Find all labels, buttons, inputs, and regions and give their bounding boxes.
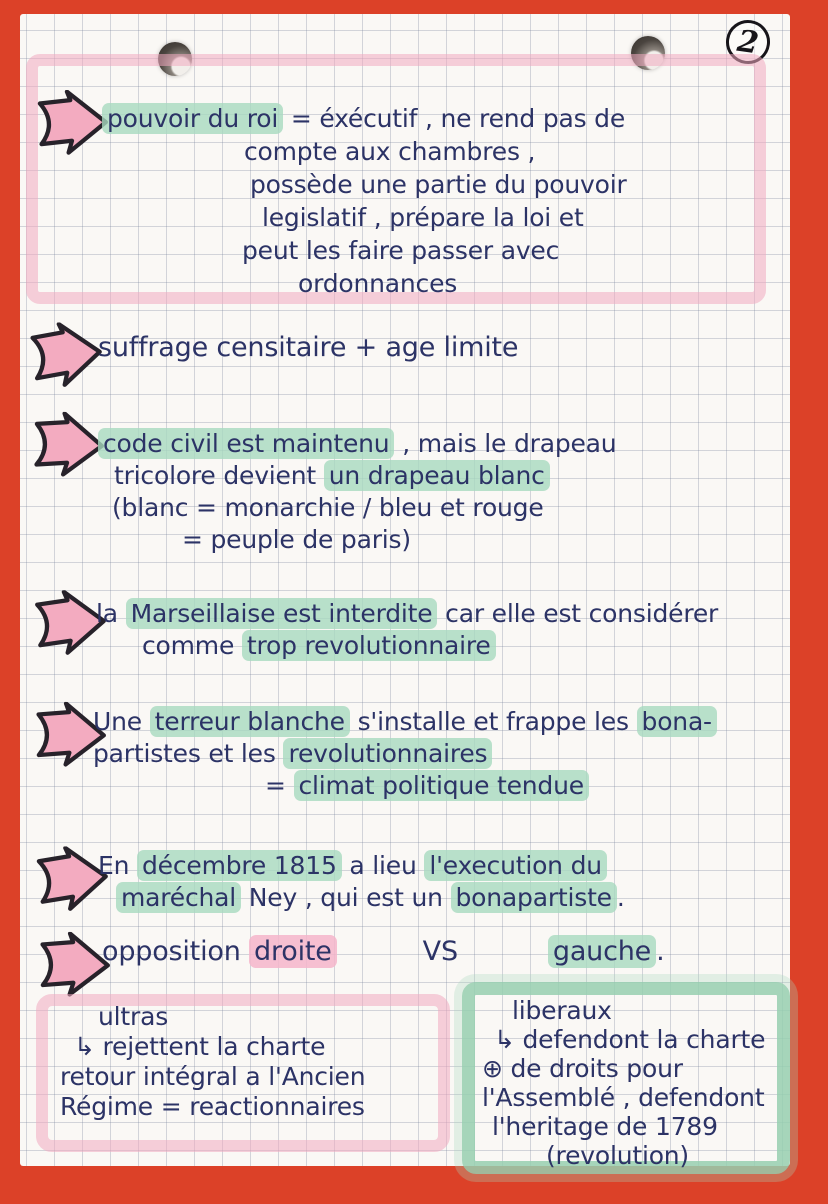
text-segment: compte aux chambres , — [244, 137, 536, 166]
notebook-page — [20, 14, 790, 1170]
green-highlight: décembre 1815 — [137, 850, 342, 881]
note-line — [102, 267, 627, 300]
text-segment: Ney , qui est un — [241, 883, 451, 912]
text-segment: . — [656, 936, 665, 967]
note-line — [60, 1062, 365, 1092]
note-line — [60, 1092, 365, 1122]
text-segment: ↳ rejettent la charte — [74, 1032, 326, 1061]
green-highlight: Marseillaise est interdite — [126, 598, 438, 629]
note-line — [102, 234, 627, 267]
text-segment: s'installe et frappe les — [349, 707, 637, 736]
ultras-box-title — [60, 1002, 365, 1032]
note-line — [102, 936, 664, 968]
green-highlight: un drapeau blanc — [324, 460, 550, 491]
green-highlight: maréchal — [116, 882, 241, 913]
green-highlight: trop revolutionnaire — [242, 630, 496, 661]
liberaux-box — [482, 996, 765, 1170]
text-segment: peut les faire passer avec — [242, 236, 560, 265]
note-section-terreur-blanche — [93, 706, 717, 802]
text-segment: tricolore devient — [114, 461, 324, 490]
text-segment: l'heritage de 1789 — [492, 1112, 718, 1141]
note-line — [482, 1054, 765, 1083]
note-line — [102, 201, 627, 234]
note-line — [482, 1025, 765, 1054]
pink-highlight: droite — [249, 935, 337, 968]
note-line — [102, 102, 627, 135]
note-section-pouvoir-du-roi — [102, 102, 627, 300]
note-line — [96, 598, 718, 630]
note-section-opposition — [102, 936, 664, 968]
green-highlight: l'execution du — [424, 850, 607, 881]
green-highlight: bona- — [637, 706, 717, 737]
note-line — [482, 1083, 765, 1112]
text-segment: . — [616, 883, 625, 912]
text-segment: = peuple de paris) — [182, 525, 411, 554]
text-segment: ↳ defendont la charte — [494, 1025, 766, 1054]
note-line — [98, 882, 625, 914]
text-segment: = — [265, 771, 294, 800]
note-line — [93, 770, 717, 802]
text-segment-vs: VS — [422, 936, 458, 967]
note-section-code-civil — [98, 428, 616, 556]
green-highlight: climat politique tendue — [294, 770, 589, 801]
text-segment: ⊕ de droits pour — [482, 1054, 683, 1083]
text-segment: = éxécutif , ne rend pas de — [283, 104, 626, 133]
text-segment: suffrage censitaire + age limite — [98, 332, 519, 363]
note-section-marseillaise — [96, 598, 718, 662]
text-segment: (revolution) — [546, 1141, 689, 1170]
green-highlight: revolutionnaires — [283, 738, 492, 769]
green-highlight: pouvoir du roi — [102, 103, 283, 134]
note-line — [98, 460, 616, 492]
note-line — [98, 492, 616, 524]
text-segment: l'Assemblé , defendont — [482, 1083, 765, 1112]
text-segment: la — [96, 599, 126, 628]
text-segment: a lieu — [341, 851, 425, 880]
text-segment: Une — [93, 707, 150, 736]
text-segment: legislatif , prépare la loi et — [262, 203, 584, 232]
text-segment: , mais le drapeau — [394, 429, 617, 458]
text-segment: ultras — [98, 1002, 169, 1031]
green-highlight: code civil est maintenu — [98, 428, 394, 459]
note-line — [98, 850, 625, 882]
liberaux-box-title — [482, 996, 765, 1025]
ultras-box — [60, 1002, 365, 1122]
text-segment: comme — [142, 631, 242, 660]
note-line — [102, 135, 627, 168]
note-section-execution-ney — [98, 850, 625, 914]
text-segment: opposition — [102, 936, 249, 967]
green-highlight: terreur blanche — [150, 706, 350, 737]
note-line — [98, 524, 616, 556]
text-segment: En — [98, 851, 137, 880]
note-line — [98, 332, 518, 364]
green-highlight: gauche — [548, 935, 656, 968]
text-segment: Régime = reactionnaires — [60, 1092, 365, 1121]
green-highlight: bonapartiste — [451, 882, 617, 913]
text-segment: partistes et les — [93, 739, 284, 768]
text-segment: possède une partie du pouvoir — [250, 170, 627, 199]
page-number: 2 — [735, 23, 761, 61]
note-line — [93, 706, 717, 738]
note-line — [93, 738, 717, 770]
text-segment: (blanc = monarchie / bleu et rouge — [112, 493, 544, 522]
note-line — [482, 1112, 765, 1141]
text-segment: car elle est considérer — [437, 599, 719, 628]
note-section-suffrage — [98, 332, 518, 364]
note-line — [98, 428, 616, 460]
text-segment: retour intégral a l'Ancien — [60, 1062, 366, 1091]
note-line — [482, 1141, 765, 1170]
text-segment: ordonnances — [298, 269, 458, 298]
text-segment: liberaux — [512, 996, 612, 1025]
note-line — [102, 168, 627, 201]
note-line — [96, 630, 718, 662]
note-line — [60, 1032, 365, 1062]
